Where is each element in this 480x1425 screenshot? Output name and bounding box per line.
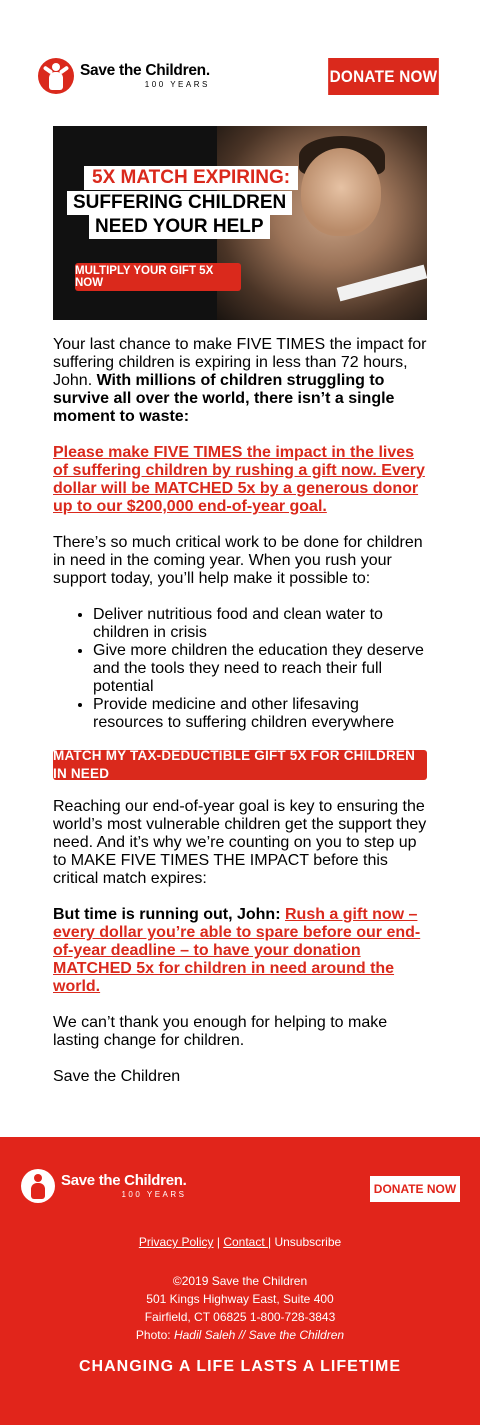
paragraph-urgency: But time is running out, John: Rush a gift now – every dollar you’re able to spare before our end-of-year deadline – to have your donation MATCHED 5x for children in need around the world. — [53, 906, 421, 995]
list-item: • Deliver nutritious food and clean water to children in crisis — [93, 606, 427, 642]
donate-now-button[interactable]: DONATE NOW — [328, 58, 439, 95]
footer-logo-subtitle: 100 YEARS — [121, 1190, 187, 1199]
footer-info — [0, 1272, 480, 1344]
save-the-children-logo[interactable] — [38, 56, 238, 96]
address-line-2: Fairfield, CT 06825 1-800-728-3843 — [144, 1310, 336, 1324]
match-gift-button[interactable]: MATCH MY TAX-DEDUCTIBLE GIFT 5X FOR CHILDREN IN NEED — [53, 750, 427, 780]
donate-link-2[interactable]: Rush a gift now – every dollar you’re able to spare before our end-of-year deadline – to have your donation MATCHED 5x for children in need around the world. — [53, 906, 421, 995]
email-body — [53, 336, 427, 1104]
email-header — [0, 0, 480, 126]
paragraph-critical-work: There’s so much critical work to be done for children in need in the coming year. When you rush your support today, you’ll help make it possible to: — [53, 534, 423, 587]
child-icon — [21, 1169, 55, 1203]
footer-tagline: CHANGING A LIFE LASTS A LIFETIME — [78, 1358, 402, 1375]
logo-subtitle: 100 YEARS — [144, 80, 210, 90]
signature: Save the Children — [53, 1068, 181, 1085]
paragraph-thanks: We can’t thank you enough for helping to make lasting change for children. — [53, 1014, 388, 1049]
contact-link[interactable]: Contact — [223, 1235, 269, 1249]
logo-name: Save the Children. — [80, 61, 210, 79]
paragraph-goal: Reaching our end-of-year goal is key to ensuring the world’s most vulnerable children get the support they need. And it’s why we’re counting on you to step up to MAKE FIVE TIMES THE IMPACT before this critical match expires: — [53, 798, 427, 887]
photo-credit: Photo: Hadil Saleh // Save the Children — [135, 1328, 345, 1342]
footer-logo[interactable] — [21, 1167, 211, 1205]
hero-line-2: SUFFERING CHILDREN — [67, 191, 292, 215]
child-icon — [38, 58, 74, 94]
intro-emphasis: With millions of children struggling to survive all over the world, there isn’t a single moment to waste: — [53, 372, 395, 425]
child-photo — [301, 148, 381, 236]
unsubscribe-link[interactable]: Unsubscribe — [274, 1235, 342, 1249]
email-footer — [0, 1137, 480, 1425]
copyright: ©2019 Save the Children — [172, 1274, 308, 1288]
hero-line-1: 5X MATCH EXPIRING: — [84, 166, 298, 190]
donate-link-1[interactable]: Please make FIVE TIMES the impact in the lives of suffering children by rushing a gift now. Every dollar will be MATCHED 5x by a generous donor up to our $200,000 end-of-year goal. — [53, 444, 425, 515]
privacy-policy-link[interactable]: Privacy Policy — [138, 1235, 214, 1249]
multiply-gift-button[interactable]: MULTIPLY YOUR GIFT 5X NOW — [75, 263, 241, 291]
paragraph-intro: Your last chance to make FIVE TIMES the impact for suffering children is expiring in less than 72 hours, John. With millions of children struggling to survive all over the world, there isn’t a single moment to waste: — [53, 336, 427, 425]
list-item: • Give more children the education they deserve and the tools they need to reach their full potential — [93, 642, 427, 696]
footer-donate-button[interactable]: DONATE NOW — [370, 1176, 460, 1202]
footer-logo-name: Save the Children. — [61, 1172, 187, 1189]
list-item: • Provide medicine and other lifesaving resources to suffering children everywhere — [93, 696, 427, 732]
address-line-1: 501 Kings Highway East, Suite 400 — [146, 1292, 334, 1306]
hero-line-3: NEED YOUR HELP — [89, 215, 270, 239]
hero-headline — [67, 166, 291, 241]
footer-links: Privacy Policy | Contact | Unsubscribe — [138, 1235, 342, 1249]
impact-list — [53, 606, 427, 732]
hero-banner[interactable] — [53, 126, 427, 320]
